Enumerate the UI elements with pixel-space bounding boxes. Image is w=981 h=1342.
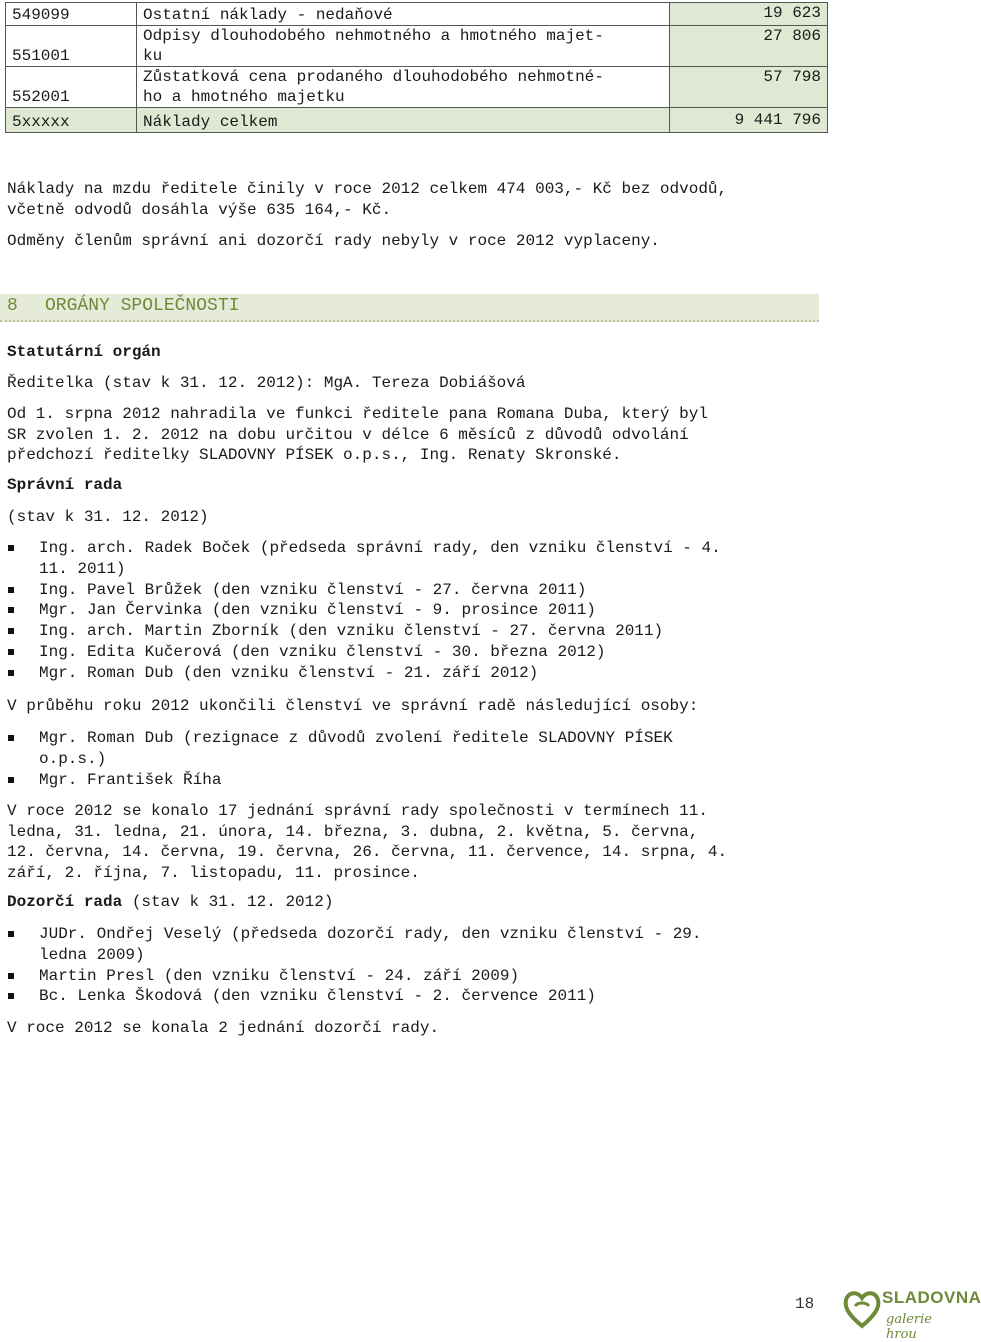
account-code: 549099 [6,3,137,26]
list-item: Ing. arch. Martin Zborník (den vzniku členství - 27. června 2011) [7,621,822,642]
list-item: JUDr. Ondřej Veselý (předseda dozorčí rady, den vzniku členství - 29. ledna 2009) [7,924,822,966]
remuneration-paragraph: Odměny členům správní ani dozorčí rady nebyly v roce 2012 vyplaceny. [7,232,660,250]
statutory-heading: Statutární orgán [7,343,161,361]
sladovna-logo [842,1284,981,1342]
account-desc: Odpisy dlouhodobého nehmotného a hmotného majet- ku [137,26,670,67]
supervisory-members-list [7,924,822,1007]
list-item: Martin Presl (den vzniku členství - 24. září 2009) [7,966,822,987]
list-item: Ing. Pavel Brůžek (den vzniku členství - 27. června 2011) [7,580,822,601]
account-code: 5xxxxx [6,108,137,133]
section-number: 8 [7,296,18,316]
table-row [6,26,828,67]
account-value: 57 798 [670,67,828,108]
board-members-list [7,538,822,684]
salary-paragraph: Náklady na mzdu ředitele činily v roce 2012 celkem 474 003,- Kč bez odvodů, včetně odvodů dosáhla výše 635 164,- Kč. [7,180,728,219]
page-number: 18 [795,1295,815,1313]
board-status: (stav k 31. 12. 2012) [7,508,209,526]
supervisory-heading-line [7,892,822,913]
list-item: Ing. Edita Kučerová (den vzniku členství - 30. března 2012) [7,642,822,663]
list-item: Mgr. Roman Dub (rezignace z důvodů zvolení ředitele SLADOVNY PÍSEK o.p.s.) [7,728,822,770]
account-value: 27 806 [670,26,828,67]
list-item: Mgr. František Říha [7,770,822,791]
list-item: Mgr. Roman Dub (den vzniku členství - 21. září 2012) [7,663,822,684]
account-desc: Zůstatková cena prodaného dlouhodobého nehmotné- ho a hmotného majetku [137,67,670,108]
list-item: Mgr. Jan Červinka (den vzniku členství - 9. prosince 2011) [7,600,822,621]
director-paragraph: Od 1. srpna 2012 nahradila ve funkci ředitele pana Romana Duba, který byl SR zvolen 1. 2. 2012 na dobu určitou v délce 6 měsíců z důvodů odvolání předchozí ředitelky SLADOVNY PÍSEK o.p.s., Ing. Renaty Skronské. [7,405,708,464]
board-ended-list [7,728,822,790]
logo-text: SLADOVNA [882,1288,981,1307]
account-desc: Náklady celkem [137,108,670,133]
list-item: Ing. arch. Radek Boček (předseda správní rady, den vzniku členství - 4. 11. 2011) [7,538,822,580]
supervisory-meetings: V roce 2012 se konala 2 jednání dozorčí rady. [7,1019,440,1037]
supervisory-status: (stav k 31. 12. 2012) [131,893,334,911]
table-row [6,3,828,26]
heart-logo-icon [842,1286,882,1334]
board-meetings-paragraph: V roce 2012 se konalo 17 jednání správní rady společnosti v termínech 11. ledna, 31. ledna, 21. února, 14. března, 3. dubna, 2. května, 5. června, 12. června, 14. června, 19. června, 26. června, 11. července, 14. srpna, 4. září, 2. října, 7. listopadu, 11. prosince. [7,802,728,882]
account-desc: Ostatní náklady - nedaňové [137,3,670,26]
supervisory-heading: Dozorčí rada [7,893,123,911]
section-heading [0,294,819,322]
account-code: 552001 [6,67,137,108]
table-row-total [6,108,828,133]
logo-subtitle: galerie hrou [886,1312,932,1342]
section-title: ORGÁNY SPOLEČNOSTI [45,296,240,316]
account-value: 9 441 796 [670,108,828,133]
account-code: 551001 [6,26,137,67]
board-ended-intro: V průběhu roku 2012 ukončili členství ve správní radě následující osoby: [7,697,699,715]
expense-table [5,2,828,133]
table-row [6,67,828,108]
list-item: Bc. Lenka Škodová (den vzniku členství - 2. července 2011) [7,986,822,1007]
board-heading: Správní rada [7,476,123,494]
account-value: 19 623 [670,3,828,26]
director-line: Ředitelka (stav k 31. 12. 2012): MgA. Tereza Dobiášová [7,374,526,392]
